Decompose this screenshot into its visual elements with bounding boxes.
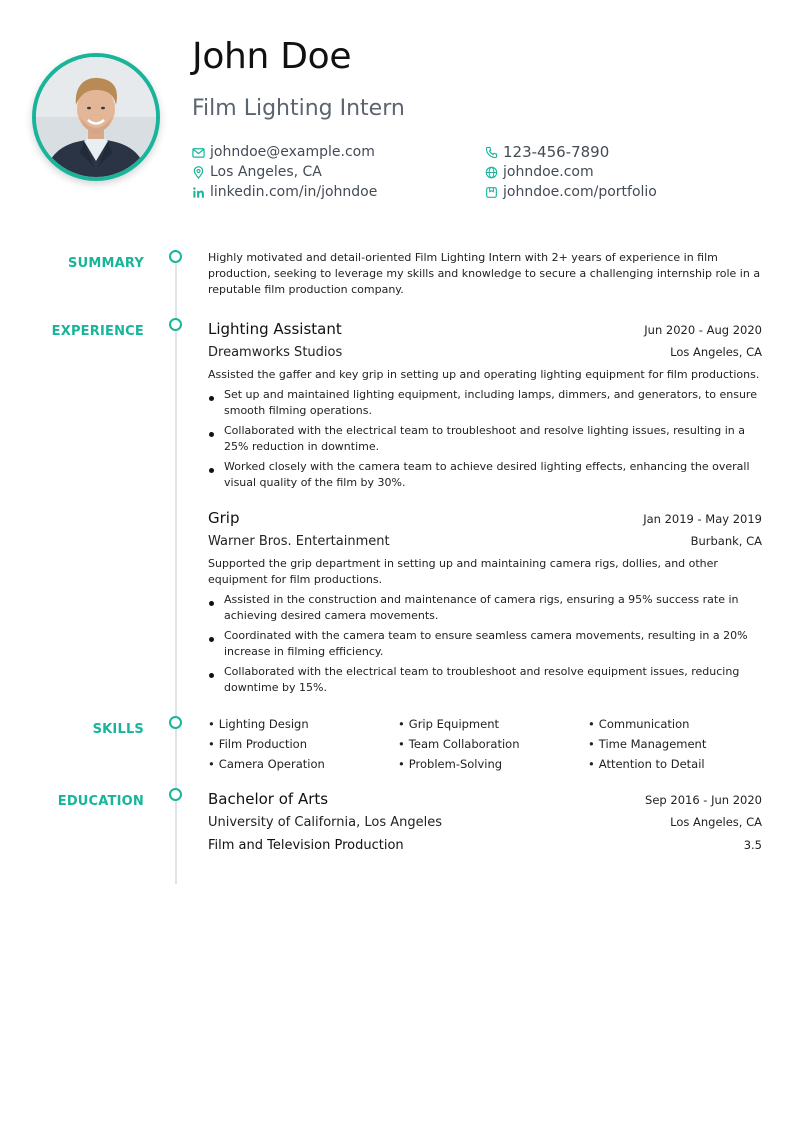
skill-item: • Camera Operation (208, 756, 398, 772)
job-dates: Jun 2020 - Aug 2020 (644, 323, 762, 337)
education-header (208, 790, 762, 808)
skill-item: • Lighting Design (208, 716, 398, 732)
phone-icon (485, 146, 498, 159)
education-major: Film and Television Production (208, 838, 404, 853)
section-title-education: EDUCATION (57, 794, 144, 809)
skills-grid (208, 716, 778, 772)
contact-email-text: johndoe@example.com (210, 144, 375, 160)
job-dates: Jan 2019 - May 2019 (643, 512, 762, 526)
map-pin-icon (192, 166, 205, 179)
section-title-skills: SKILLS (92, 722, 144, 737)
job-company-row (208, 345, 762, 360)
contact-phone-text: 123-456-7890 (503, 143, 610, 161)
section-title-experience: EXPERIENCE (51, 324, 144, 339)
section-title-summary: SUMMARY (68, 256, 144, 271)
timeline-dot-skills (169, 716, 182, 729)
globe-icon (485, 166, 498, 179)
mail-icon (192, 146, 205, 159)
linkedin-icon (192, 186, 205, 199)
list-item: Set up and maintained lighting equipment, including lamps, dimmers, and generators, to ensure smooth filming operations. (208, 387, 762, 419)
skill-item: • Time Management (588, 736, 778, 752)
education-gpa: 3.5 (743, 838, 762, 852)
education-major-row (208, 838, 762, 853)
contact-linkedin-text: linkedin.com/in/johndoe (210, 184, 378, 200)
contact-portfolio-text: johndoe.com/portfolio (503, 184, 657, 200)
contact-website-text: johndoe.com (503, 164, 594, 180)
skill-item: • Team Collaboration (398, 736, 588, 752)
avatar (32, 53, 160, 181)
job-header (208, 320, 762, 338)
education-school-row (208, 815, 762, 830)
list-item: Coordinated with the camera team to ensure seamless camera movements, resulting in a 20% increase in filming efficiency. (208, 628, 762, 660)
list-item: Assisted in the construction and maintenance of camera rigs, ensuring a 95% success rate in achieving desired camera movements. (208, 592, 762, 624)
contact-phone[interactable] (485, 143, 609, 161)
job-description: Supported the grip department in setting up and maintaining camera rigs, dollies, and other equipment for film productions. (208, 557, 718, 586)
candidate-name: John Doe (192, 36, 352, 77)
job-location: Los Angeles, CA (670, 345, 762, 359)
education-dates: Sep 2016 - Jun 2020 (645, 793, 762, 807)
job-company: Warner Bros. Entertainment (208, 534, 390, 549)
skill-item: • Attention to Detail (588, 756, 778, 772)
timeline-dot-education (169, 788, 182, 801)
education-school: University of California, Los Angeles (208, 815, 443, 830)
timeline-dot-summary (169, 250, 182, 263)
summary-text: Highly motivated and detail-oriented Film Lighting Intern with 2+ years of experience in film production, seeking to leverage my skills and knowledge to secure a challenging internship role in a reputable film production company. (208, 251, 761, 296)
avatar-photo (36, 57, 156, 177)
skill-item: • Communication (588, 716, 778, 732)
job-title: Film Lighting Intern (192, 96, 405, 121)
contact-portfolio[interactable] (485, 183, 657, 201)
job-header (208, 509, 762, 527)
job-bullets (208, 387, 762, 495)
job-description: Assisted the gaffer and key grip in setting up and operating lighting equipment for film productions. (208, 368, 760, 381)
contact-linkedin[interactable] (192, 183, 377, 201)
skill-item: • Film Production (208, 736, 398, 752)
list-item: Collaborated with the electrical team to troubleshoot and resolve equipment issues, reducing downtime by 15%. (208, 664, 762, 696)
timeline-dot-experience (169, 318, 182, 331)
job-company-row (208, 534, 762, 549)
portfolio-icon (485, 186, 498, 199)
list-item: Collaborated with the electrical team to troubleshoot and resolve lighting issues, resulting in a 25% reduction in downtime. (208, 423, 762, 455)
contact-location-text: Los Angeles, CA (210, 164, 322, 180)
job-company: Dreamworks Studios (208, 345, 343, 360)
job-bullets (208, 592, 762, 700)
contact-email[interactable] (192, 143, 375, 161)
education-location: Los Angeles, CA (670, 815, 762, 829)
skill-item: • Problem-Solving (398, 756, 588, 772)
skill-item: • Grip Equipment (398, 716, 588, 732)
job-location: Burbank, CA (690, 534, 762, 548)
list-item: Worked closely with the camera team to achieve desired lighting effects, enhancing the overall visual quality of the film by 30%. (208, 459, 762, 491)
education-degree: Bachelor of Arts (208, 790, 329, 808)
job-title-text: Lighting Assistant (208, 320, 342, 338)
contact-website[interactable] (485, 163, 594, 181)
contact-location (192, 163, 322, 181)
job-title-text: Grip (208, 509, 240, 527)
